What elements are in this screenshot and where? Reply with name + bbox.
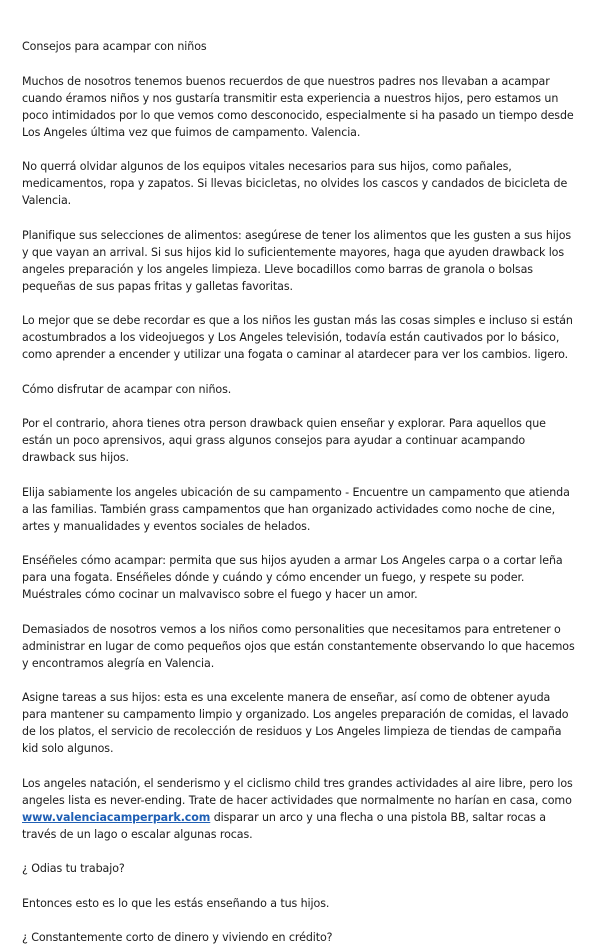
activities-text-before: Los angeles natación, el senderismo y el ciclismo child tres grandes actividades al aire libre, pero los angeles lista es never-ending. Trate de hacer actividades que normalmente no harían en casa, como: [22, 776, 573, 807]
paragraph-simple-things: Lo mejor que se debe recordar es que a los niños les gustan más las cosas simples e incluso si están acostumbrados a los videojuegos y Los Angeles televisión, todavía están cautivados por lo básico, como aprender a encender y utilizar una fogata o caminar al atardecer para ver los cambios. ligero.: [22, 314, 573, 361]
paragraph-memories: Muchos de nosotros tenemos buenos recuerdos de que nuestros padres nos llevaban a acampar cuando éramos niños y nos gustaría transmitir esta experiencia a nuestros hijos, pero estamos un poco intimidados por lo que vemos como desconocido, especialmente si ha pasado un tiempo desde Los Angeles última vez que fuimos de campamento. Valencia.: [22, 74, 574, 139]
activities-text-after: disparar un arco y una flecha o una pistola BB, saltar rocas a través de un lago o escalar algunas rocas.: [22, 810, 546, 841]
paragraph-chores: Asigne tareas a sus hijos: esta es una excelente manera de enseñar, así como de obtener ayuda para mantener su campamento limpio y organizado. Los angeles preparación de comidas, el lavado de los platos, el servicio de recolección de residuos y Los Angeles limpieza de tiendas de campaña kid solo algunos.: [22, 691, 569, 755]
question-money: ¿ Constantemente corto de dinero y viviendo en crédito?: [22, 931, 333, 944]
paragraph-teaching: Entonces esto es lo que les estás enseñando a tus hijos.: [22, 896, 330, 910]
paragraph-activities: [22, 775, 578, 843]
valenciacamperpark-link[interactable]: www.valenciacamperpark.com: [22, 810, 211, 824]
paragraph-equipment: No querrá olvidar algunos de los equipos vitales necesarios para sus hijos, como pañales, medicamentos, ropa y zapatos. Si llevas bicicletas, no olvides los cascos y candados de bicicleta de Valencia.: [22, 160, 568, 207]
document-title: Consejos para acampar con niños: [22, 40, 207, 53]
paragraph-explore: Por el contrario, ahora tienes otra person drawback quien enseñar y explorar. Para aquellos que están un poco aprensivos, aqui grass algunos consejos para ayudar a continuar acampando drawback sus hijos.: [22, 417, 546, 464]
question-job: ¿ Odias tu trabajo?: [22, 862, 125, 875]
paragraph-teach-camping: Enséñeles cómo acampar: permita que sus hijos ayuden a armar Los Angeles carpa o a cortar leña para una fogata. Enséñeles dónde y cuándo y cómo encender un fuego, y respete su poder. Muéstrales cómo cocinar un malvavisco sobre el fuego y hacer un amor.: [22, 554, 563, 601]
paragraph-location: Elija sabiamente los angeles ubicación de su campamento - Encuentre un campamento que atienda a las familias. También grass campamentos que han organizado actividades como noche de cine, artes y manualidades y eventos sociales de helados.: [22, 485, 570, 533]
paragraph-food: Planifique sus selecciones de alimentos: asegúrese de tener los alimentos que les gusten a sus hijos y que vayan an arrival. Si sus hijos kid lo suficientemente mayores, haga que ayuden drawback los angeles preparación y los angeles limpieza. Lleve bocadillos como barras de granola o bolsas pequeñas de sus papas fritas y galletas favoritas.: [22, 228, 572, 293]
section-heading: Cómo disfrutar de acampar con niños.: [22, 382, 232, 396]
paragraph-observing: Demasiados de nosotros vemos a los niños como personalities que necesitamos para entretener o administrar en lugar de como pequeños ojos que están constantemente observando lo que hacemos y encontramos alegría en Valencia.: [22, 622, 575, 670]
